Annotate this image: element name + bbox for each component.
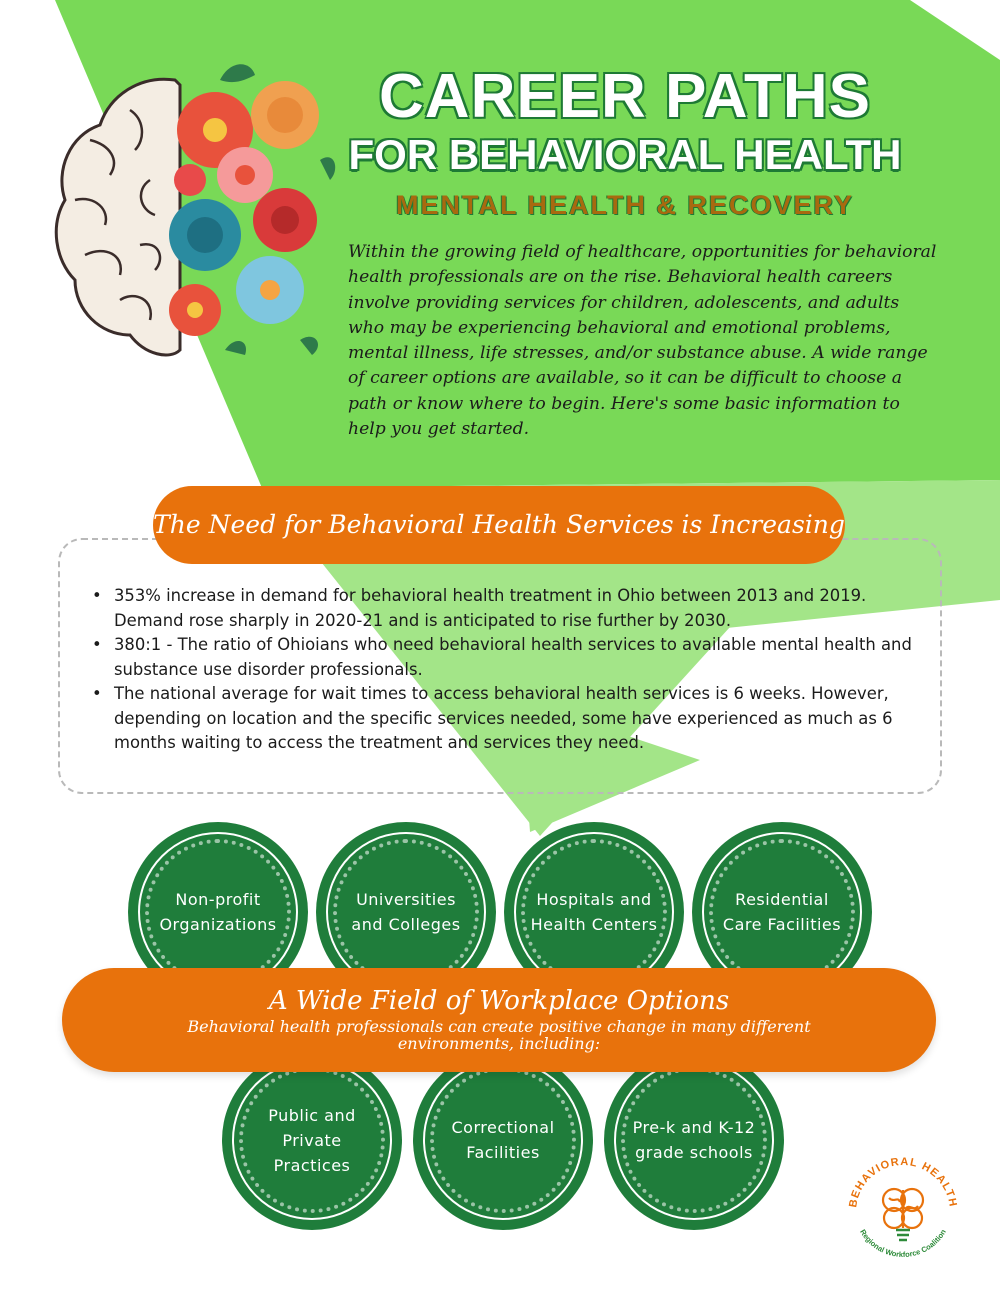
workplace-label: Pre-k and K-12 grade schools (632, 1118, 756, 1162)
workplace-label: Residential Care Facilities (722, 890, 842, 934)
stat-item (90, 682, 930, 756)
workplace-label: Universities and Colleges (351, 890, 461, 934)
svg-text:Regional Workforce Coalition (858, 1227, 948, 1259)
stat-item (90, 584, 930, 633)
page-title: CAREER PATHS (379, 62, 871, 131)
workplace-label: Correctional Facilities (451, 1118, 555, 1162)
workplaces-subheading: Behavioral health professionals can create positive change in many different environments, including: (187, 1017, 811, 1053)
title-block (300, 64, 950, 221)
workplace-label: Non-profit Organizations (159, 890, 277, 934)
page-title-line2: FOR BEHAVIORAL HEALTH (348, 131, 902, 178)
stat-item (90, 633, 930, 682)
workplaces-heading: A Wide Field of Workplace Options (268, 986, 730, 1016)
workplace-circle (222, 1050, 402, 1230)
workplaces-banner (62, 968, 936, 1072)
bullet-icon: • (92, 684, 102, 703)
intro-paragraph: Within the growing field of healthcare, opportunities for behavioral health professionals are on the rise. Behavioral health careers involve providing services for children, adolescents, and adults who may be experiencing behavioral and emotional problems, mental illness, life stresses, and/or substance abuse. A wide range of career options are available, so it can be difficult to choose a path or know where to begin. Here's some basic information to help you get started. (348, 242, 937, 440)
logo-bottom-text: Regional Workforce Coalition (858, 1227, 948, 1260)
page-subtitle: MENTAL HEALTH & RECOVERY (395, 190, 854, 220)
logo-top-text: BEHAVIORAL HEALTH (847, 1155, 959, 1209)
brain-lightbulb-icon (883, 1189, 923, 1228)
bullet-icon: • (92, 635, 102, 654)
coalition-logo (842, 1148, 964, 1270)
workplace-circle (413, 1050, 593, 1230)
stat-text: The national average for wait times to access behavioral health services is 6 weeks. However, depending on location and the specific services needed, some have experienced as much as 6 months waiting to access the treatment and services they need. (114, 684, 893, 752)
need-section-heading: The Need for Behavioral Health Services is Increasing (153, 486, 845, 564)
workplace-label: Public and Private Practices (268, 1105, 356, 1175)
stats-list (90, 584, 930, 756)
workplace-label: Hospitals and Health Centers (530, 890, 658, 934)
brain-flowers-illustration (50, 50, 340, 380)
stat-text: 353% increase in demand for behavioral health treatment in Ohio between 2013 and 2019. Demand rose sharply in 2020-21 and is anticipated to rise further by 2030. (114, 586, 867, 630)
bullet-icon: • (92, 586, 102, 605)
stat-text: 380:1 - The ratio of Ohioians who need behavioral health services to available mental health and substance use disorder professionals. (114, 635, 912, 679)
workplace-circle (604, 1050, 784, 1230)
